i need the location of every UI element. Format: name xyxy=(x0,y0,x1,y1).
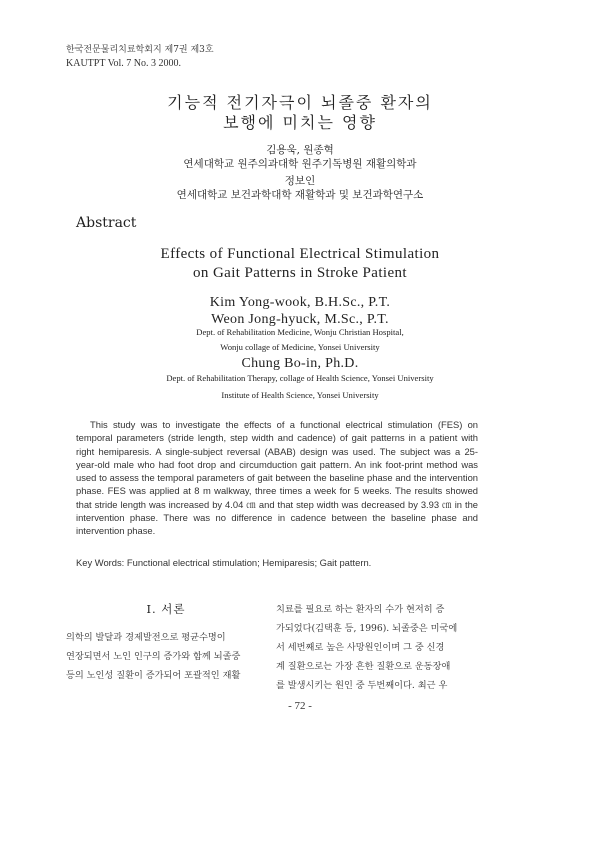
section-heading-introduction: Ⅰ. 서론 xyxy=(146,602,186,616)
english-affiliation-1-line-1: Dept. of Rehabilitation Medicine, Wonju Christian Hospital, xyxy=(196,327,404,337)
korean-authors-1: 김용욱, 원종혁 xyxy=(266,144,334,156)
journal-header-english: KAUTPT Vol. 7 No. 3 2000. xyxy=(66,58,182,69)
body-column-right xyxy=(276,600,478,695)
abstract-heading: Abstract xyxy=(76,215,137,231)
body-line: 가되었다(김택훈 등, 1996). 뇌졸중은 미국에 xyxy=(276,623,458,634)
korean-title-line-1: 기능적 전기자극이 뇌졸중 환자의 xyxy=(167,93,433,112)
korean-authors-2: 정보인 xyxy=(284,175,316,187)
abstract-body: This study was to investigate the effects of a functional electrical stimulation (FES) on temporal parameters (stride length, step width and cadence) of gait patterns in a patient with right hemiparesis. A single-subject reversal (ABAB) design was used. The subject was a 25-year-old male who had foot drop and circumduction gait pattern. An ink foot-print method was used to assess the temporal parameters of gait between the baseline phase and the intervention phase. FES was applied at 8 m walkway, three times a week for 5 weeks. The results showed that stride length was increased by 4.04 ㎝ and that step width was decreased by 3.93 ㎝ in the intervention phase. There was no difference in cadence between the baseline phase and intervention phase. xyxy=(76,419,478,537)
body-line: 등의 노인성 질환이 증가되어 포괄적인 재활 xyxy=(66,670,241,681)
body-line: 의학의 발달과 경제발전으로 평균수명이 xyxy=(66,632,226,643)
body-column-left xyxy=(66,628,266,685)
english-affiliation-2-line-1: Dept. of Rehabilitation Therapy, collage of Health Science, Yonsei University xyxy=(166,373,434,383)
journal-header-korean: 한국전문물리치료학회지 제7권 제3호 xyxy=(66,45,214,55)
english-affiliation-1-line-2: Wonju collage of Medicine, Yonsei University xyxy=(220,342,380,352)
english-affiliation-2-line-2: Institute of Health Science, Yonsei University xyxy=(221,390,379,400)
korean-title-line-2: 보행에 미치는 영향 xyxy=(223,113,377,132)
korean-affiliation-2: 연세대학교 보건과학대학 재활학과 및 보건과학연구소 xyxy=(176,189,424,201)
english-author-1: Kim Yong-wook, B.H.Sc., P.T. xyxy=(209,295,391,310)
english-title-line-2: on Gait Patterns in Stroke Patient xyxy=(193,265,407,281)
body-line: 서 세번째로 높은 사망원인이며 그 중 신경 xyxy=(276,642,445,653)
english-author-2: Weon Jong-hyuck, M.Sc., P.T. xyxy=(211,312,389,327)
body-line: 를 발생시키는 원인 중 두번째이다. 최근 우 xyxy=(276,680,448,691)
body-line: 치료를 필요로 하는 환자의 수가 현저히 증 xyxy=(276,604,445,615)
page-number: - 72 - xyxy=(288,700,312,712)
body-line: 계 질환으로는 가장 흔한 질환으로 운동장애 xyxy=(276,661,451,672)
english-author-3: Chung Bo-in, Ph.D. xyxy=(241,356,359,371)
english-title-line-1: Effects of Functional Electrical Stimulation xyxy=(160,246,440,262)
key-words: Key Words: Functional electrical stimulation; Hemiparesis; Gait pattern. xyxy=(76,557,372,568)
body-line: 연장되면서 노인 인구의 증가와 함께 뇌졸중 xyxy=(66,651,241,662)
korean-affiliation-1: 연세대학교 원주의과대학 원주기독병원 재활의학과 xyxy=(183,158,417,170)
